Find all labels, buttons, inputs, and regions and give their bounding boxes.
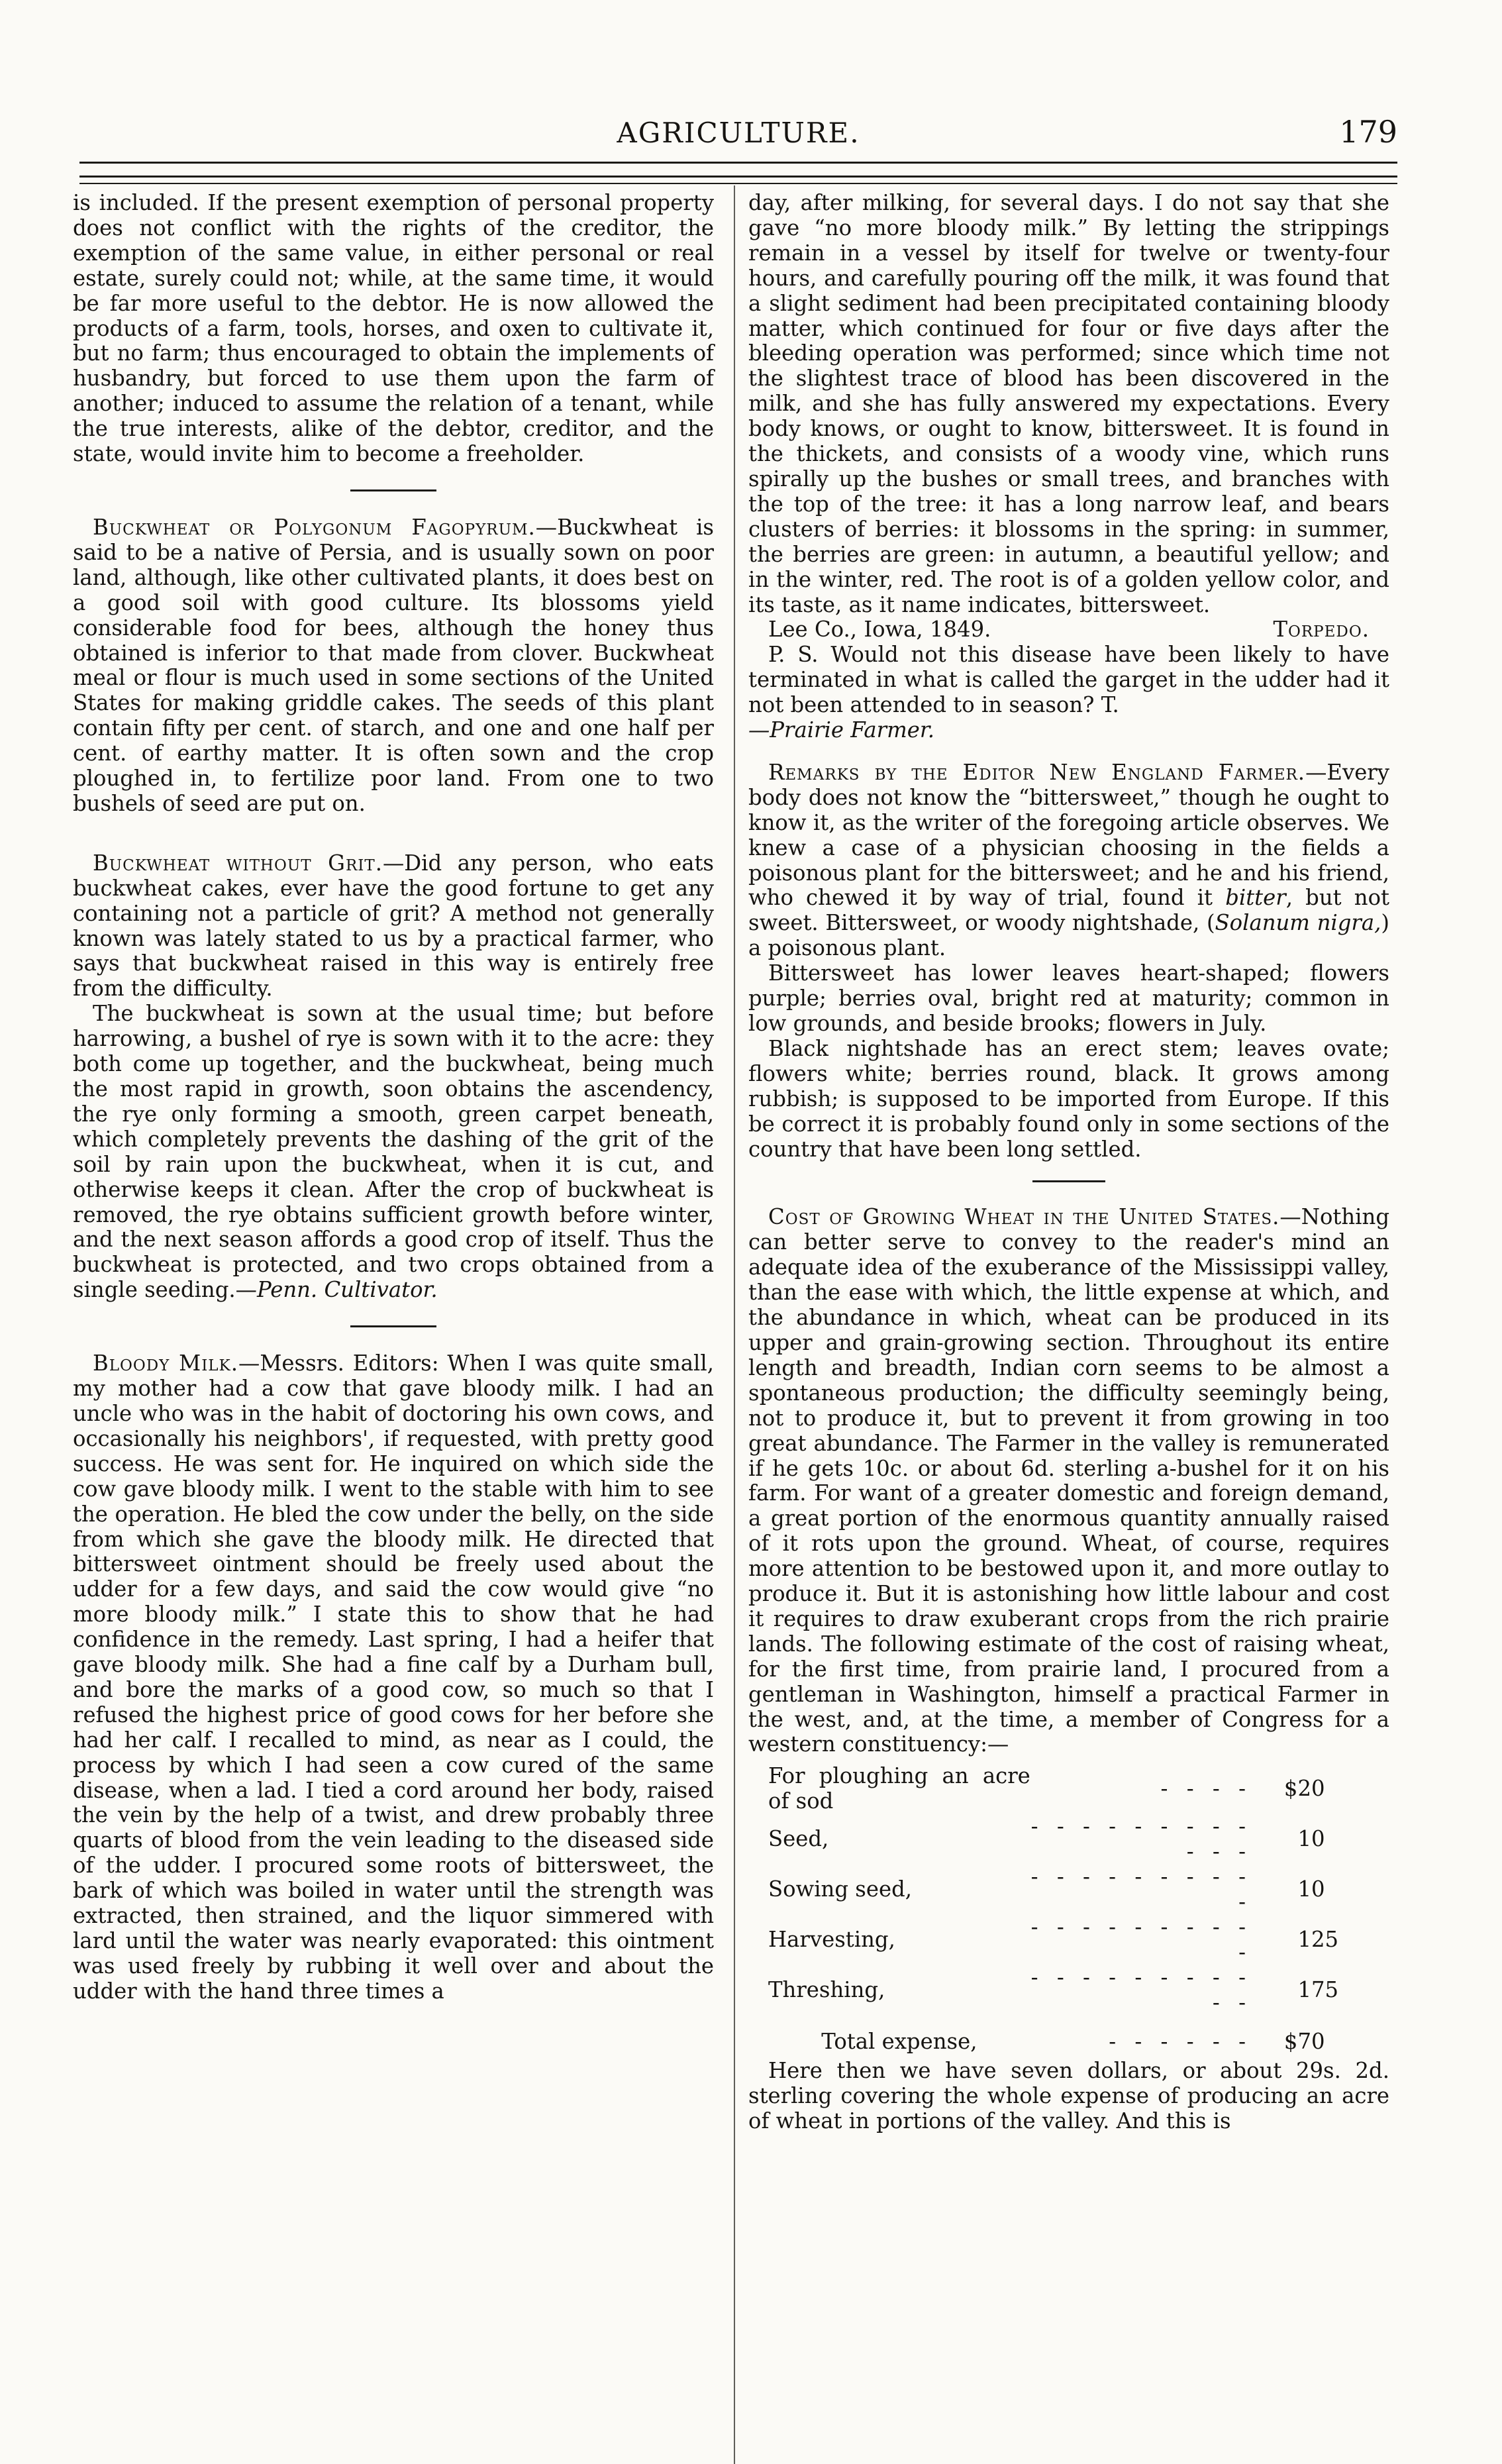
expense-label: Sowing seed, — [768, 1876, 913, 1902]
expense-dollars: 1 — [1297, 1976, 1311, 2002]
expense-dollars: 1 — [1297, 1826, 1311, 1852]
leader-dots: - - - - - - - - - - — [1030, 1914, 1252, 1965]
expense-cents: 25 — [1311, 1926, 1339, 1952]
spacer — [748, 743, 1389, 760]
expense-label: Seed, — [768, 1826, 829, 1852]
total-label: Total expense, — [821, 2029, 977, 2055]
closing-paragraph: Here then we have seven dollars, or about 29s. 2d. sterling covering the whole expense of producing an acre of wheat in portions of the valley. And this is — [748, 2058, 1389, 2134]
expense-label: For ploughing an acre of sod — [768, 1763, 1030, 1814]
column-divider — [734, 185, 735, 2464]
total-cents: 0 — [1311, 2029, 1325, 2055]
expense-dollars: 1 — [1297, 1926, 1311, 1952]
postscript: P. S. Would not this disease have been likely to have terminated in what is called the garget in the udder had it not been attended to in season? T. — [748, 642, 1389, 718]
article-body: —Buckwheat is said to be a native of Persia, and is usually sown on poor land, although, like other cultivated plants, it does best on a good soil with good culture. Its blossoms yield considerable food for bees, although the honey thus obtained is inferior to that made from clover. Buckwheat meal or flour is much used in some sections of the United States for making griddle cakes. The seeds of this plant contain fifty per cent. of starch, and one and one half per cent. of earthy matter. It is often sown and the crop ploughed in, to fertilize poor land. From one to two bushels of seed are put on. — [73, 514, 714, 816]
leader-dots: - - - - - - — [1109, 2029, 1252, 2055]
article-title: Cost of Growing Wheat in the United States. — [768, 1204, 1280, 1230]
header-double-rule — [79, 162, 1397, 178]
section-separator — [350, 489, 436, 491]
running-head: AGRICULTURE. — [617, 117, 860, 149]
wheat-cost-article — [748, 1205, 1389, 1757]
bloody-milk-continued: day, after milking, for several days. I do not say that she gave “no more bloody milk.” By letting the strippings remain in a vessel by itself for twelve or twenty-four hours, and carefully pouring off the milk, it was found that a slight sediment had been precipitated containing bloody matter, which continued for four or five days after the bleeding operation was performed; since which time not the slightest trace of blood has been discovered in the milk, and she has fully answered my expectations. Every body knows, or ought to know, bittersweet. It is found in the thickets, and consists of a woody vine, which runs spirally up the bushes or small trees, and branches with the top of the tree: it has a long narrow leaf, and bears clusters of berries: it blossoms in the spring: in summer, the berries are green: in autumn, a beautiful yellow; and in the winter, red. The root is of a golden yellow color, and its taste, as it name indicates, bittersweet. — [748, 190, 1389, 617]
expense-table — [768, 1764, 1364, 2055]
section-separator — [1032, 1180, 1105, 1182]
article-source: Penn. Cultivator. — [256, 1277, 438, 1303]
grit-article-continued — [73, 1001, 714, 1303]
article-body: , but not sweet. Bittersweet, or woody nightshade, ( — [748, 885, 1389, 936]
expense-dollars: $2 — [1283, 1776, 1311, 1802]
article-title: Bloody Milk. — [93, 1351, 239, 1376]
article-body: —Every body does not know the “bittersweet,” though he ought to know it, as the writer of the foregoing article observes. We knew a case of a physician choosing in the fields a poisonous plant for the bittersweet; and he and his friend, who chewed it by way of trial, found it — [748, 759, 1389, 911]
expense-row — [768, 1865, 1364, 1915]
bloody-milk-article — [73, 1351, 714, 2004]
article-title: Buckwheat without Grit. — [93, 850, 383, 876]
right-column — [748, 191, 1389, 2134]
expense-cents: 0 — [1311, 1876, 1325, 1902]
leader-dots: - - - - - - - - - - - - — [1030, 1814, 1252, 1865]
article-title: Remarks by the Editor New England Farmer. — [768, 759, 1306, 785]
article-body: ) a poisonous plant. — [748, 910, 1389, 961]
expense-total-row — [768, 2015, 1364, 2055]
letter-place-date: Lee Co., Iowa, 1849. — [768, 617, 991, 642]
expense-row — [768, 1814, 1364, 1865]
leader-dots: - - - - - - - - - - - — [1030, 1964, 1252, 2015]
header-rule — [79, 183, 1397, 184]
page-number: 179 — [1339, 114, 1397, 150]
expense-row — [768, 1915, 1364, 1965]
editor-remarks — [748, 760, 1389, 961]
expense-cents: 75 — [1311, 1976, 1339, 2002]
expense-row — [768, 1764, 1364, 1814]
emphasis-word: bitter — [1225, 885, 1286, 911]
bittersweet-description: Bittersweet has lower leaves heart-shaped; flowers purple; berries oval, bright red at maturity; common in low grounds, and beside brooks; flowers in July. — [748, 960, 1389, 1036]
article-body: —Did any person, who eats buckwheat cakes, ever have the good fortune to get any containing not a particle of grit? A method not generally known was lately stated to us by a practical farmer, who says that buckwheat raised in this way is entirely free from the difficulty. — [73, 850, 715, 1001]
article-body: —Messrs. Editors: When I was quite small, my mother had a cow that gave bloody milk. I had an uncle who was in the habit of doctoring his own cows, and occasionally his neighbors', if requested, with pretty good success. He was sent for. He inquired on which side the cow gave bloody milk. I went to the stable with him to see the operation. He bled the cow under the belly, on the side from which she gave the bloody milk. He directed that bittersweet ointment should be freely used about the udder for a few days, and said the cow would give “no more bloody milk.” I state this to show that he had confidence in the remedy. Last spring, I had a heifer that gave bloody milk. She had a fine calf by a Durham bull, and bore the marks of a good cow, so much so that I refused the highest price of good cows for her before she had her calf. I recalled to mind, as near as I could, the process by which I had seen a cow cured of the same disease, when a lad. I tied a cord around her body, raised the vein by the help of a twist, and drew probably three quarts of blood from the vein leading to the diseased side of the udder. I procured some roots of bittersweet, the bark of which was boiled in water until the strength was extracted, then strained, and the liquor simmered with lard until the water was nearly evaporated: this ointment was used freely by rubbing it well over and about the udder with the hand three times a — [73, 1351, 714, 2004]
leader-dots: - - - - - - - - - - — [1030, 1864, 1252, 1914]
expense-dollars: 1 — [1297, 1876, 1311, 1902]
spacer — [73, 817, 714, 834]
article-source: —Prairie Farmer. — [748, 717, 935, 743]
leader-dots: - - - - — [1160, 1776, 1252, 1802]
total-dollars: $7 — [1283, 2029, 1311, 2055]
nightshade-description: Black nightshade has an erect stem; leaves ovate; flowers white; berries round, black. It grows among rubbish; is supposed to be imported from Europe. If this be correct it is probably found only in some sections of the country that have been long settled. — [748, 1035, 1389, 1162]
expense-label: Harvesting, — [768, 1926, 895, 1952]
article-title: Buckwheat or Polygonum Fagopyrum. — [93, 514, 536, 540]
buckwheat-article — [73, 515, 714, 817]
section-separator — [350, 1325, 436, 1327]
expense-cents: 0 — [1311, 1776, 1325, 1802]
latin-name: Solanum nigra, — [1215, 910, 1381, 936]
expense-cents: 0 — [1311, 1826, 1325, 1852]
grit-article — [73, 851, 714, 1001]
exemption-paragraph: is included. If the present exemption of personal property does not conflict with the rights of the creditor, the exemption of the same value, in either personal or real estate, surely could not; while, at the same time, it would be far more useful to the debtor. He is now allowed the products of a farm, tools, horses, and oxen to cultivate it, but no farm; thus encouraged to obtain the implements of husbandry, but forced to use them upon the farm of another; induced to assume the relation of a tenant, while the true interests, alike of the debtor, creditor, and the state, would invite him to become a freeholder. — [73, 190, 714, 467]
article-body: The buckwheat is sown at the usual time; but before harrowing, a bushel of rye is sown with it to the acre: they both come up together, and the buckwheat, being much the most rapid in growth, soon obtains the ascendency, the rye only forming a smooth, green carpet beneath, which completely prevents the dashing of the grit of the soil by rain upon the buckwheat, when it is cut, and otherwise keeps it clean. After the crop of buckwheat is removed, the rye obtains sufficient growth before winter, and the next season affords a good crop of itself. Thus the buckwheat is protected, and two crops obtained from a single seeding.— — [73, 1001, 714, 1303]
letter-signature-line — [748, 617, 1389, 642]
expense-label: Threshing, — [768, 1976, 885, 2002]
letter-signature: Torpedo. — [1273, 617, 1370, 642]
expense-row — [768, 1965, 1364, 2016]
spacer — [73, 834, 714, 851]
article-body: —Nothing can better serve to convey to the reader's mind an adequate idea of the exuberance of the Mississippi valley, than the ease with which, the little expense at which, and the abundance in which, wheat can be produced in its upper and grain-growing section. Throughout its entire length and breadth, Indian corn seems to be almost a spontaneous production; the difficulty seemingly being, not to produce it, but to prevent it from growing in too great abundance. The Farmer in the valley is remunerated if he gets 10c. or about 6d. sterling a-bushel for it on his farm. For want of a greater domestic and foreign demand, a great portion of the enormous quantity annually raised of it rots upon the ground. Wheat, of course, requires more attention to be bestowed upon it, and more outlay to produce it. But it is astonishing how little labour and cost it requires to draw exuberant crops from the rich prairie lands. The following estimate of the cost of raising wheat, for the first time, from prairie land, I procured from a gentleman in Washington, himself a practical Farmer in the west, and, at the time, a member of Congress for a western constituency:— — [748, 1204, 1389, 1757]
left-column — [73, 191, 714, 2004]
